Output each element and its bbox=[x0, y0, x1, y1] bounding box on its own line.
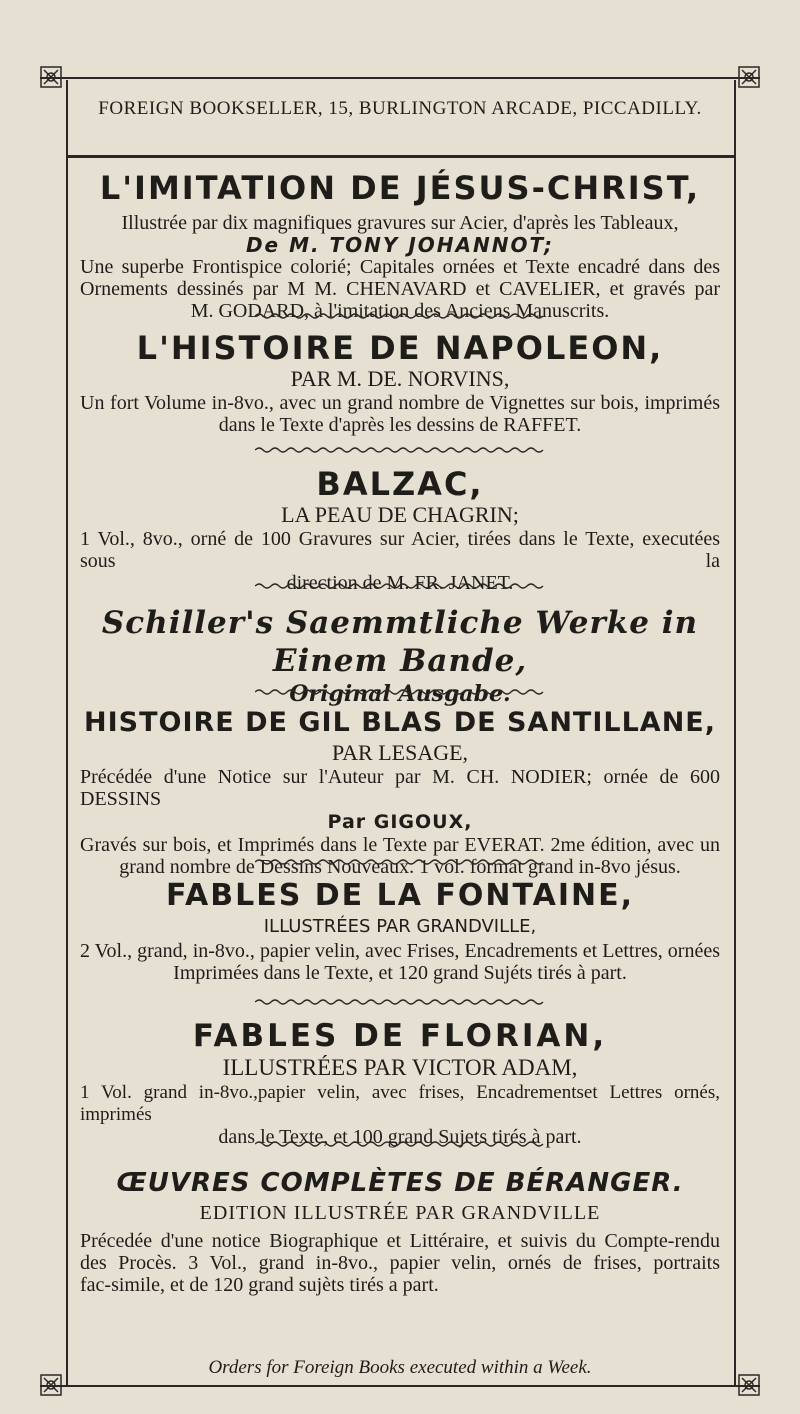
entry-line: Illustrée par dix magnifiques gravures sur Acier, d'après les Tableaux, bbox=[121, 212, 679, 234]
entry-line: fac-simile, et de 120 grand sujèts tirés a part. bbox=[80, 1274, 439, 1296]
frame-bottom-rule bbox=[40, 1385, 760, 1387]
entry-subtitle: PAR M. DE. NORVINS, bbox=[290, 366, 510, 391]
entry-line: grand nombre de Dessins Nouveaux. 1 vol. format grand in-8vo jésus. bbox=[119, 856, 681, 878]
entry-subtitle: EDITION ILLUSTRÉE PAR GRANDVILLE bbox=[199, 1202, 601, 1224]
entry-line: De M. TONY JOHANNOT; bbox=[245, 233, 555, 257]
entry-title: FABLES DE LA FONTAINE, bbox=[165, 878, 635, 913]
entry-line: 2 Vol., grand, in-8vo., papier velin, avec Frises, Encadrements et Lettres, ornées bbox=[80, 940, 720, 962]
entry-title: L'IMITATION DE JÉSUS-CHRIST, bbox=[99, 169, 701, 207]
entry-title: Schiller's Saemmtliche Werke in Einem Bande, bbox=[101, 605, 699, 679]
entry-title: HISTOIRE DE GIL BLAS DE SANTILLANE, bbox=[84, 707, 716, 738]
wavy-divider bbox=[255, 312, 545, 320]
entry-line: Un fort Volume in-8vo., avec un grand nombre de Vignettes sur bois, imprimés bbox=[80, 392, 720, 414]
entry-florian bbox=[80, 1018, 720, 1148]
entry-imitation bbox=[80, 170, 720, 322]
entry-line: Précédée d'une Notice sur l'Auteur par M. CH. NODIER; ornée de 600 DESSINS bbox=[80, 766, 720, 810]
frame-left-rule bbox=[66, 80, 68, 1385]
entry-subtitle: Original Ausgabe. bbox=[289, 681, 511, 707]
entry-subtitle: LA PEAU DE CHAGRIN; bbox=[281, 502, 519, 527]
entry-line: Par GIGOUX, bbox=[327, 811, 473, 833]
entry-subtitle: ILLUSTRÉES PAR GRANDVILLE, bbox=[263, 916, 537, 937]
entry-line: des Procès. 3 Vol., grand in-8vo., papier velin, ornés de frises, portraits bbox=[80, 1252, 720, 1274]
wavy-divider bbox=[255, 858, 545, 866]
entry-napoleon bbox=[80, 330, 720, 436]
wavy-divider bbox=[255, 1140, 545, 1148]
entry-beranger bbox=[80, 1166, 720, 1296]
entry-balzac bbox=[80, 466, 720, 594]
entry-line: Ornements dessinés par M M. CHENAVARD et CAVELIER, et gravés par bbox=[80, 278, 720, 300]
frame-top-rule bbox=[40, 77, 760, 79]
wavy-divider bbox=[255, 582, 545, 590]
entry-line: Une superbe Frontispice colorié; Capitales ornées et Texte encadré dans des bbox=[80, 256, 720, 278]
header-rule bbox=[66, 155, 736, 158]
entry-title: BALZAC, bbox=[316, 465, 484, 503]
entry-line: Imprimées dans le Texte, et 120 grand Sujéts tirés à part. bbox=[173, 962, 627, 984]
entry-la-fontaine bbox=[80, 878, 720, 984]
wavy-divider bbox=[255, 446, 545, 454]
entry-title: L'HISTOIRE DE NAPOLEON, bbox=[136, 329, 664, 367]
entry-line: Précedée d'une notice Biographique et Littéraire, et suivis du Compte-rendu bbox=[80, 1230, 720, 1252]
entry-line: 1 Vol. grand in-8vo.,papier velin, avec frises, Encadrementset Lettres ornés, imprimés bbox=[80, 1082, 720, 1125]
entry-subtitle: ILLUSTRÉES PAR VICTOR ADAM, bbox=[222, 1055, 578, 1080]
wavy-divider bbox=[255, 998, 545, 1006]
bookseller-header: FOREIGN BOOKSELLER, 15, BURLINGTON ARCADE, PICCADILLY. bbox=[98, 98, 702, 119]
entry-title: ŒUVRES COMPLÈTES DE BÉRANGER. bbox=[116, 1168, 684, 1198]
wavy-divider bbox=[255, 688, 545, 696]
entry-line: 1 Vol., 8vo., orné de 100 Gravures sur Acier, tirées dans le Texte, executées sous la bbox=[80, 528, 720, 572]
entry-subtitle: PAR LESAGE, bbox=[331, 740, 469, 765]
entry-line: dans le Texte, et 100 grand Sujets tirés à part. bbox=[218, 1126, 582, 1148]
entry-line: M. GODARD, à l'imitation des Anciens Manuscrits. bbox=[190, 300, 610, 322]
entry-line: Gravés sur bois, et Imprimés dans le Texte par EVERAT. 2me édition, avec un bbox=[80, 834, 720, 856]
footer-note: Orders for Foreign Books executed within a Week. bbox=[208, 1357, 592, 1378]
frame-right-rule bbox=[734, 80, 736, 1385]
entry-gil-blas bbox=[80, 706, 720, 878]
entry-title: FABLES DE FLORIAN, bbox=[192, 1018, 608, 1054]
entry-line: direction de M. FR. JANET. bbox=[286, 572, 514, 594]
entry-line: dans le Texte d'après les dessins de RAFFET. bbox=[218, 414, 582, 436]
